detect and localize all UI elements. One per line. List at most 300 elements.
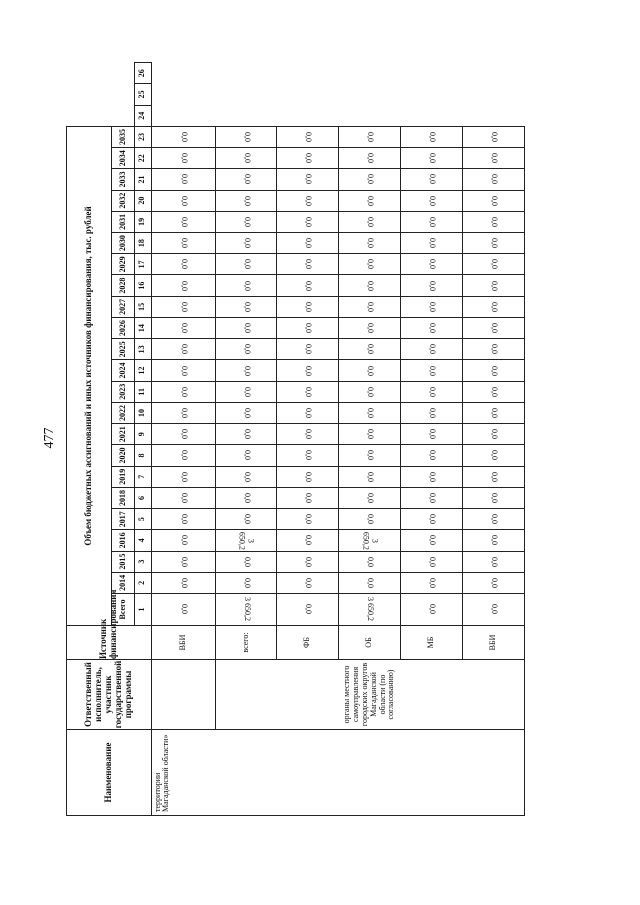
value-cell [339,339,401,360]
value-cell [151,190,215,211]
value-text: 0,0 [428,301,438,312]
value-text: 0,0 [179,344,189,355]
value-cell [339,487,401,508]
value-text: 0,0 [489,323,499,334]
value-cell [463,148,525,169]
value-text: 0,0 [428,174,438,185]
value-cell [277,233,339,254]
value-text: 0,0 [179,323,189,334]
value-cell [339,233,401,254]
value-cell [277,509,339,530]
table-body [67,63,525,816]
value-cell [463,594,525,626]
value-cell [215,487,277,508]
value-text: 0,0 [366,195,376,206]
value-text: 0,0 [304,577,314,588]
value-text: 0,0 [304,153,314,164]
value-text: 0,0 [304,604,314,615]
value-text: 0,0 [242,492,252,503]
value-cell [151,254,215,275]
value-cell [401,254,463,275]
header-year: 2027 [112,296,135,317]
header-year: 2035 [112,126,135,147]
value-text: 0,0 [304,492,314,503]
value-text: 0,0 [179,386,189,397]
value-cell [215,402,277,423]
value-text: 0,0 [489,301,499,312]
value-cell [277,487,339,508]
column-number: 21 [135,169,152,190]
value-text: 0,0 [428,259,438,270]
value-cell [339,126,401,147]
column-number: 12 [135,360,152,381]
value-text: 0,0 [242,323,252,334]
value-text: 0,0 [428,238,438,249]
value-text: 0,0 [304,514,314,525]
value-text: 0,0 [489,174,499,185]
value-cell [151,126,215,147]
value-cell [151,445,215,466]
value-text: 0,0 [428,556,438,567]
value-cell [151,339,215,360]
value-text: 0,0 [179,174,189,185]
value-cell [339,169,401,190]
value-cell [151,275,215,296]
value-cell [151,360,215,381]
value-text: 0,0 [304,195,314,206]
value-cell [277,445,339,466]
value-text: 0,0 [242,344,252,355]
value-text: 0,0 [304,556,314,567]
value-text: 0,0 [242,301,252,312]
value-text: 0,0 [242,429,252,440]
value-text: 0,0 [179,450,189,461]
value-cell [339,275,401,296]
value-cell [215,339,277,360]
column-number: 5 [135,509,152,530]
value-cell [339,254,401,275]
value-text: 0,0 [366,577,376,588]
value-cell [215,317,277,338]
value-text: 0,0 [304,323,314,334]
value-text: 0,0 [179,408,189,419]
column-number: 17 [135,254,152,275]
value-cell [151,466,215,487]
header-year: 2017 [112,509,135,530]
value-cell [277,594,339,626]
value-text: 0,0 [428,514,438,525]
value-cell [401,126,463,147]
financing-table [66,62,525,816]
header-year: 2028 [112,275,135,296]
value-cell [277,254,339,275]
value-cell [401,530,463,551]
header-year: 2021 [112,424,135,445]
value-text: 0,0 [304,131,314,142]
value-cell [401,233,463,254]
value-text: 0,0 [179,259,189,270]
page-number: 477 [42,427,57,449]
value-text: 0,0 [304,365,314,376]
value-text: 0,0 [179,301,189,312]
value-text: 0,0 [489,577,499,588]
value-text: 0,0 [366,365,376,376]
value-text: 0,0 [489,450,499,461]
value-cell [277,551,339,572]
value-cell [463,169,525,190]
column-number: 10 [135,402,152,423]
value-cell [339,190,401,211]
row-executor: органы местного самоуправления городских округов Магаданской области (по согласованию) [215,660,524,730]
header-year: 2031 [112,211,135,232]
value-text: 3 650,2 [237,531,256,550]
value-text: 0,0 [489,195,499,206]
value-cell [339,551,401,572]
value-cell [215,509,277,530]
value-text: 0,0 [366,174,376,185]
value-text: 0,0 [304,429,314,440]
value-cell [215,572,277,593]
value-cell [277,296,339,317]
value-cell [151,509,215,530]
value-text: 0,0 [179,556,189,567]
value-text: 0,0 [242,577,252,588]
value-text: 0,0 [366,450,376,461]
value-text: 0,0 [366,492,376,503]
value-cell [401,424,463,445]
column-number: 25 [135,84,152,105]
column-number: 16 [135,275,152,296]
value-cell [463,424,525,445]
value-text: 0,0 [428,471,438,482]
value-text: 0,0 [366,514,376,525]
value-cell [463,509,525,530]
value-text: 0,0 [366,429,376,440]
value-cell [401,275,463,296]
column-number: 13 [135,339,152,360]
value-cell [151,572,215,593]
value-text: 0,0 [366,408,376,419]
header-year: 2029 [112,254,135,275]
value-cell [339,572,401,593]
table-row [215,63,277,816]
value-text: 0,0 [242,408,252,419]
value-cell [401,487,463,508]
value-text: 0,0 [304,386,314,397]
column-number: 7 [135,466,152,487]
value-cell [463,445,525,466]
value-text: 0,0 [179,429,189,440]
value-cell [277,360,339,381]
row-source: всего: [215,626,277,660]
value-text: 0,0 [489,556,499,567]
header-year: 2018 [112,487,135,508]
value-cell [277,190,339,211]
header-source: Источник финансирования [67,626,152,660]
value-cell [401,211,463,232]
value-text: 0,0 [242,450,252,461]
value-text: 0,0 [428,344,438,355]
column-number: 3 [135,551,152,572]
value-cell [151,424,215,445]
value-cell [463,530,525,551]
value-text: 0,0 [304,535,314,546]
value-text: 0,0 [428,450,438,461]
value-text: 0,0 [179,365,189,376]
value-cell [151,530,215,551]
value-cell [151,148,215,169]
value-cell [215,530,277,551]
value-cell [463,360,525,381]
column-number: 9 [135,424,152,445]
value-text: 0,0 [179,238,189,249]
value-cell [401,317,463,338]
value-cell [401,148,463,169]
value-cell [151,169,215,190]
value-cell [215,126,277,147]
value-cell [277,211,339,232]
value-text: 0,0 [242,216,252,227]
value-text: 0,0 [489,259,499,270]
value-text: 0,0 [428,153,438,164]
header-year: 2024 [112,360,135,381]
value-text: 0,0 [428,280,438,291]
column-number: 22 [135,148,152,169]
value-text: 0,0 [179,471,189,482]
value-cell [463,466,525,487]
value-cell [215,275,277,296]
column-number: 11 [135,381,152,402]
value-cell [215,296,277,317]
value-cell [151,296,215,317]
value-text: 0,0 [489,535,499,546]
value-cell [339,466,401,487]
value-cell [401,594,463,626]
value-cell [463,402,525,423]
table-row [151,63,215,816]
header-year: 2019 [112,466,135,487]
value-cell [339,360,401,381]
value-text: 0,0 [304,238,314,249]
column-number: 4 [135,530,152,551]
column-number: 20 [135,190,152,211]
header-year: 2025 [112,339,135,360]
value-cell [277,402,339,423]
value-cell [339,594,401,626]
value-text: 0,0 [366,153,376,164]
value-cell [277,339,339,360]
value-text: 0,0 [366,301,376,312]
value-cell [215,254,277,275]
value-text: 0,0 [242,174,252,185]
row-executor-empty [151,660,215,730]
value-text: 0,0 [428,492,438,503]
value-cell [463,317,525,338]
value-text: 0,0 [242,386,252,397]
value-cell [339,296,401,317]
value-cell [463,339,525,360]
header-executor: Ответственный исполнитель, участник государственной программы [67,660,152,730]
value-text: 0,0 [179,195,189,206]
value-text: 0,0 [489,216,499,227]
value-text: 0,0 [428,408,438,419]
value-cell [401,445,463,466]
column-number: 15 [135,296,152,317]
value-cell [215,233,277,254]
value-text: 0,0 [304,450,314,461]
value-text: 0,0 [242,195,252,206]
value-cell [463,126,525,147]
value-text: 0,0 [242,556,252,567]
value-text: 0,0 [489,408,499,419]
value-cell [463,551,525,572]
value-text: 0,0 [489,604,499,615]
value-cell [151,317,215,338]
value-text: 0,0 [366,259,376,270]
header-year: 2022 [112,402,135,423]
value-cell [401,169,463,190]
value-text: 0,0 [179,535,189,546]
value-text: 0,0 [428,216,438,227]
value-cell [277,572,339,593]
value-cell [339,530,401,551]
row-source: ОБ [339,626,401,660]
value-text: 0,0 [366,323,376,334]
value-text: 0,0 [428,365,438,376]
value-cell [339,148,401,169]
value-cell [151,551,215,572]
value-text: 0,0 [179,216,189,227]
rotated-table-wrapper [66,62,525,816]
value-cell [277,381,339,402]
value-text: 0,0 [304,174,314,185]
value-cell [151,211,215,232]
value-text: 0,0 [428,195,438,206]
value-cell [151,487,215,508]
value-cell [339,509,401,530]
value-cell [215,190,277,211]
value-cell [463,190,525,211]
value-text: 0,0 [304,259,314,270]
value-cell [151,381,215,402]
value-text: 0,0 [428,323,438,334]
value-text: 0,0 [489,344,499,355]
row-source: ВБИ [463,626,525,660]
value-text: 0,0 [366,344,376,355]
value-cell [215,466,277,487]
value-cell [339,402,401,423]
value-cell [401,466,463,487]
value-text: 3 650,2 [361,531,380,550]
value-cell [215,211,277,232]
value-text: 0,0 [428,577,438,588]
value-cell [463,487,525,508]
value-cell [215,148,277,169]
value-text: 0,0 [366,131,376,142]
value-cell [401,360,463,381]
value-text: 0,0 [242,365,252,376]
value-text: 0,0 [489,386,499,397]
header-year: 2016 [112,530,135,551]
value-cell [277,275,339,296]
header-year: 2026 [112,317,135,338]
header-volume: Объем бюджетных ассигнований и иных источников финансирования, тыс. рублей [67,126,112,625]
value-text: 0,0 [242,131,252,142]
value-text: 0,0 [304,280,314,291]
value-cell [463,381,525,402]
column-number: 19 [135,211,152,232]
value-cell [277,530,339,551]
value-text: 0,0 [242,153,252,164]
header-year: 2032 [112,190,135,211]
header-year: 2034 [112,148,135,169]
value-text: 0,0 [428,535,438,546]
value-text: 0,0 [428,429,438,440]
column-number: 1 [135,594,152,626]
column-number: 23 [135,126,152,147]
header-total: Всего [112,594,135,626]
column-number: 18 [135,233,152,254]
row-source: МБ [401,626,463,660]
value-cell [401,190,463,211]
value-text: 0,0 [489,153,499,164]
value-text: 0,0 [489,471,499,482]
value-cell [215,551,277,572]
value-cell [401,381,463,402]
value-text: 0,0 [428,386,438,397]
row-source: ФБ [277,626,339,660]
header-year: 2023 [112,381,135,402]
value-cell [151,594,215,626]
value-text: 0,0 [489,238,499,249]
table-frame [66,62,525,816]
value-text: 0,0 [489,131,499,142]
value-text: 0,0 [366,471,376,482]
value-cell [277,148,339,169]
value-text: 0,0 [304,408,314,419]
value-text: 0,0 [489,492,499,503]
value-cell [277,126,339,147]
value-cell [215,169,277,190]
column-number: 14 [135,317,152,338]
value-cell [463,211,525,232]
value-text: 0,0 [489,365,499,376]
value-cell [215,424,277,445]
column-number: 6 [135,487,152,508]
column-number: 8 [135,445,152,466]
header-year: 2030 [112,233,135,254]
value-text: 0,0 [242,238,252,249]
value-cell [401,339,463,360]
value-text: 0,0 [489,429,499,440]
value-text: 0,0 [428,131,438,142]
value-text: 3 650,2 [242,597,252,622]
header-year: 2033 [112,169,135,190]
value-cell [463,254,525,275]
header-name: Наименование [67,730,152,816]
value-cell [463,233,525,254]
value-text: 0,0 [489,280,499,291]
value-text: 0,0 [179,604,189,615]
value-text: 0,0 [304,301,314,312]
value-cell [151,233,215,254]
header-year: 2015 [112,551,135,572]
value-cell [277,466,339,487]
value-text: 0,0 [179,131,189,142]
value-text: 0,0 [179,577,189,588]
value-text: 0,0 [179,280,189,291]
value-cell [277,317,339,338]
